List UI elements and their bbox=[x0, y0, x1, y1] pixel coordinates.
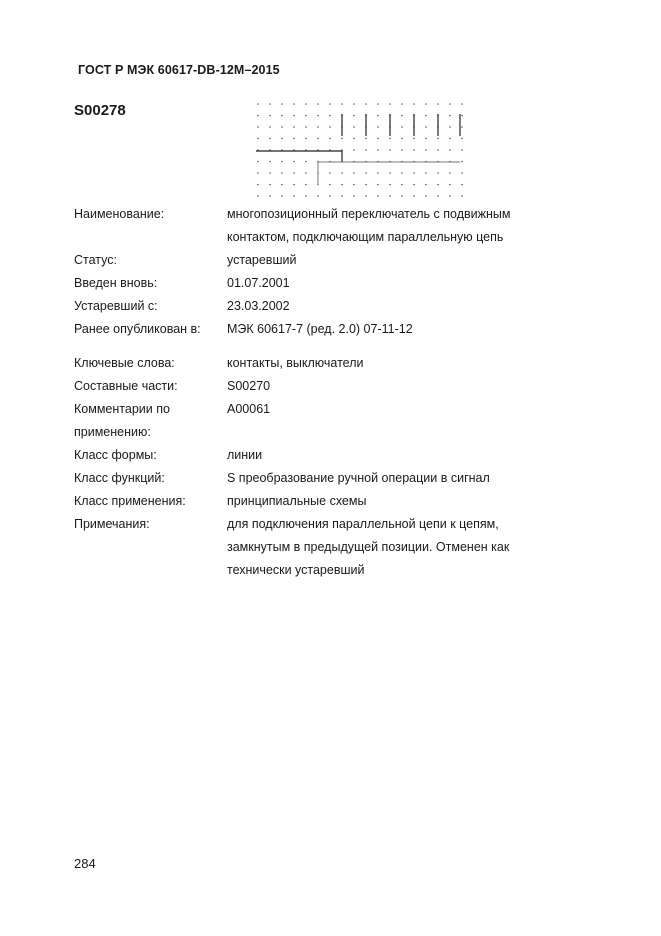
attribute-value bbox=[227, 467, 594, 490]
attribute-row bbox=[74, 398, 594, 444]
attribute-label: Примечания: bbox=[74, 517, 150, 531]
attribute-row bbox=[74, 513, 594, 582]
attribute-label: Устаревший с: bbox=[74, 299, 158, 313]
attribute-value-line: технически устаревший bbox=[227, 563, 365, 577]
attribute-value-line: МЭК 60617-7 (ред. 2.0) 07-11-12 bbox=[227, 322, 413, 336]
attribute-label bbox=[74, 398, 227, 444]
grid-dots bbox=[257, 103, 463, 197]
attribute-label: Класс функций: bbox=[74, 471, 165, 485]
attribute-value bbox=[227, 249, 594, 272]
attribute-value-line: 01.07.2001 bbox=[227, 276, 290, 290]
attribute-label: Ключевые слова: bbox=[74, 356, 175, 370]
attribute-label: Введен вновь: bbox=[74, 276, 158, 290]
attribute-value bbox=[227, 375, 594, 398]
attribute-label: Класс формы: bbox=[74, 448, 157, 462]
attribute-label: Статус: bbox=[74, 253, 117, 267]
attribute-value bbox=[227, 272, 594, 295]
parallel-circuit-line bbox=[318, 162, 460, 185]
attribute-row bbox=[74, 352, 594, 375]
attribute-label-line: применению: bbox=[74, 425, 151, 439]
moving-contact bbox=[256, 151, 342, 162]
attribute-value bbox=[227, 203, 594, 249]
attribute-value-line: для подключения параллельной цепи к цепям, bbox=[227, 517, 499, 531]
attribute-value bbox=[227, 295, 594, 318]
attribute-value bbox=[227, 398, 594, 444]
attribute-value-line: A00061 bbox=[227, 402, 271, 416]
attribute-value-line: 23.03.2002 bbox=[227, 299, 290, 313]
attribute-value bbox=[227, 352, 594, 375]
attribute-value-line: S00270 bbox=[227, 379, 271, 393]
attribute-label: Наименование: bbox=[74, 207, 165, 221]
attribute-group-1 bbox=[74, 203, 594, 341]
attribute-value-line: принципиальные схемы bbox=[227, 494, 367, 508]
attribute-row bbox=[74, 467, 594, 490]
document-header: ГОСТ Р МЭК 60617-DB-12М–2015 bbox=[78, 63, 280, 77]
attribute-row bbox=[74, 249, 594, 272]
attribute-value-line: многопозиционный переключатель с подвижным bbox=[227, 207, 511, 221]
attribute-value bbox=[227, 490, 594, 513]
attribute-row bbox=[74, 444, 594, 467]
attribute-label: Ранее опубликован в: bbox=[74, 322, 201, 336]
attribute-row bbox=[74, 318, 594, 341]
attribute-group-2 bbox=[74, 352, 594, 582]
attribute-value-line: контактом, подключающим параллельную цепь bbox=[227, 230, 504, 244]
attribute-value-line: S преобразование ручной операции в сигнал bbox=[227, 471, 490, 485]
attribute-value-line: устаревший bbox=[227, 253, 297, 267]
attribute-row bbox=[74, 272, 594, 295]
symbol-drawing bbox=[250, 96, 480, 200]
attribute-value bbox=[227, 444, 594, 467]
symbol-code: S00278 bbox=[74, 102, 126, 119]
attribute-label: Составные части: bbox=[74, 379, 178, 393]
attribute-value-line: контакты, выключатели bbox=[227, 356, 364, 370]
switch-contacts bbox=[342, 114, 460, 136]
attribute-row bbox=[74, 490, 594, 513]
attribute-row bbox=[74, 203, 594, 249]
page-number: 284 bbox=[74, 856, 96, 871]
attribute-value-line: замкнутым в предыдущей позиции. Отменен как bbox=[227, 540, 510, 554]
attribute-value bbox=[227, 318, 594, 341]
attribute-value bbox=[227, 513, 594, 582]
attribute-label-line: Комментарии по bbox=[74, 402, 170, 416]
attribute-label: Класс применения: bbox=[74, 494, 186, 508]
attribute-value-line: линии bbox=[227, 448, 263, 462]
attribute-table bbox=[74, 203, 594, 582]
attribute-row bbox=[74, 375, 594, 398]
attribute-row bbox=[74, 295, 594, 318]
